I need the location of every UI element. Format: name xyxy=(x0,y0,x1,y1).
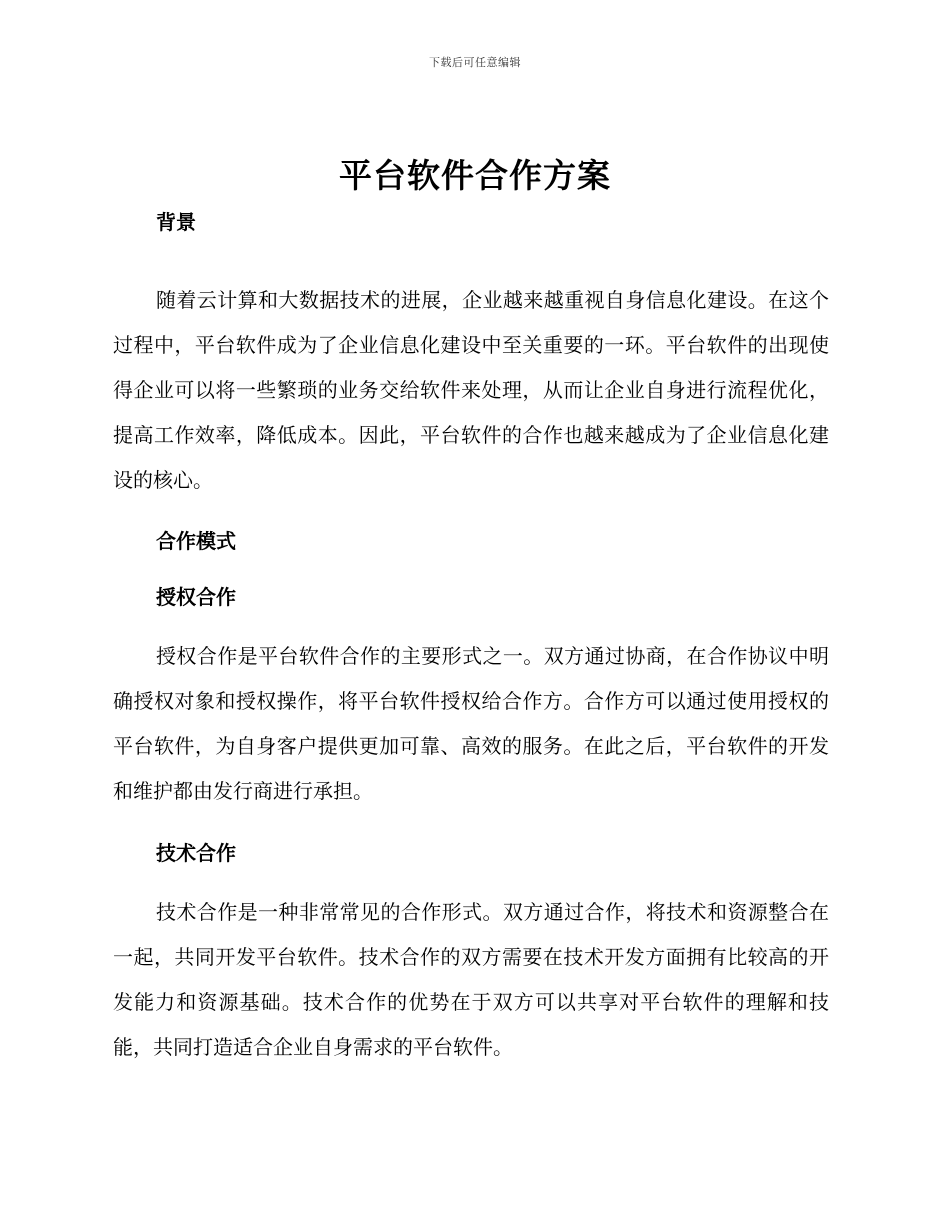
section-heading-background: 背景 xyxy=(156,210,196,234)
page-header: 下载后可任意编辑 xyxy=(429,56,521,69)
section-heading-license-cooperation: 授权合作 xyxy=(156,585,236,609)
document-title: 平台软件合作方案 xyxy=(339,156,611,195)
section-paragraph-background: 随着云计算和大数据技术的进展，企业越来越重视自身信息化建设。在这个过程中，平台软件成为了企业信息化建设中至关重要的一环。平台软件的出现使得企业可以将一些繁琐的业务交给软件来处理，从而让企业自身进行流程优化，提高工作效率，降低成本。因此，平台软件的合作也越来越成为了企业信息化建设的核心。 xyxy=(113,288,829,492)
section-paragraph-license-cooperation: 授权合作是平台软件合作的主要形式之一。双方通过协商，在合作协议中明确授权对象和授权操作，将平台软件授权给合作方。合作方可以通过使用授权的平台软件，为自身客户提供更加可靠、高效的服务。在此之后，平台软件的开发和维护都由发行商进行承担。 xyxy=(113,644,829,803)
document-body xyxy=(113,204,829,1070)
section-heading-technical-cooperation: 技术合作 xyxy=(156,841,236,865)
section-paragraph-technical-cooperation: 技术合作是一种非常常见的合作形式。双方通过合作，将技术和资源整合在一起，共同开发平台软件。技术合作的双方需要在技术开发方面拥有比较高的开发能力和资源基础。技术合作的优势在于双方可以共享对平台软件的理解和技能，共同打造适合企业自身需求的平台软件。 xyxy=(113,900,829,1059)
section-heading-cooperation-model: 合作模式 xyxy=(156,529,236,553)
